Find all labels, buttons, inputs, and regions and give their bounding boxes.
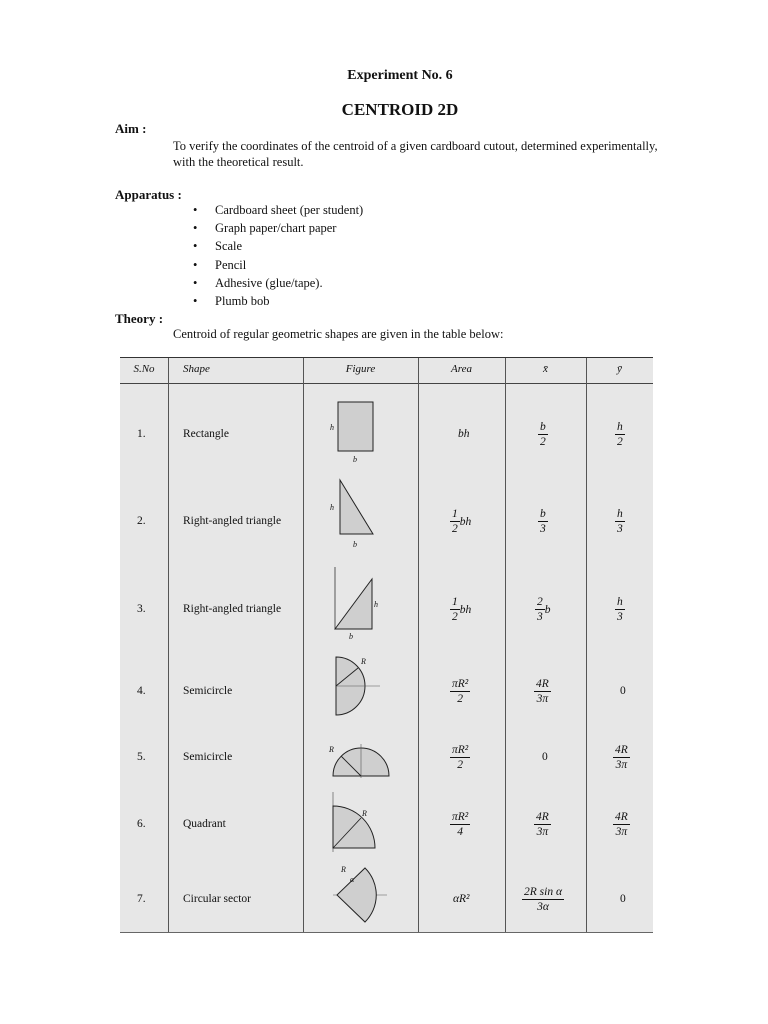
row-7-shape: Circular sector <box>183 893 252 905</box>
svg-text:b: b <box>349 632 353 641</box>
row-2-ybar: $\frac{h}{3}$ <box>617 508 623 535</box>
row-5-sno: 5. <box>137 751 146 763</box>
theory-label: Theory : <box>115 311 164 326</box>
header-area: Area <box>451 363 472 375</box>
list-item: • Graph paper/chart paper <box>193 221 337 236</box>
header-sno: S.No <box>133 363 155 375</box>
row-4-xbar: $\frac{4R}{3\pi}$ <box>536 678 549 705</box>
row-1-area: bh <box>458 428 470 440</box>
row-7-xbar: $\frac{\text{2R sin α}}{3\alpha}$ <box>524 886 562 913</box>
row-6-sno: 6. <box>137 818 146 830</box>
row-7-sno: 7. <box>137 893 146 905</box>
row-2-area: $\frac{1}{2}$ bh <box>452 508 472 535</box>
row-5-ybar: $\frac{4R}{3\pi}$ <box>615 744 628 771</box>
row-7-area: αR² <box>453 893 470 905</box>
row-2-shape: Right-angled triangle <box>183 515 282 527</box>
svg-text:R: R <box>341 865 346 874</box>
circular-sector-figure <box>325 860 391 930</box>
row-6-ybar: $\frac{4R}{3\pi}$ <box>615 811 628 838</box>
theory-text: Centroid of regular geometric shapes are given in the table below: <box>173 327 504 341</box>
row-4-ybar: 0 <box>620 685 626 697</box>
svg-text:h: h <box>330 423 334 432</box>
aim-text-line2: with the theoretical result. <box>173 155 304 169</box>
svg-text:R: R <box>362 809 367 818</box>
row-3-sno: 3. <box>137 603 146 615</box>
row-3-ybar: $\frac{h}{3}$ <box>617 596 623 623</box>
row-4-area: $\frac{\text{πR²}}{2}$ <box>452 678 469 705</box>
list-item: • Cardboard sheet (per student) <box>193 203 364 217</box>
svg-text:h: h <box>374 600 378 609</box>
svg-text:R: R <box>329 745 334 754</box>
column-divider <box>303 358 304 932</box>
rectangle-figure <box>325 398 385 468</box>
list-item: • Scale <box>193 239 243 254</box>
header-figure: Figure <box>345 363 376 375</box>
row-1-sno: 1. <box>137 428 146 440</box>
experiment-number: Experiment No. 6 <box>347 68 453 83</box>
list-item: • Adhesive (glue/tape). <box>193 275 323 290</box>
centroid-table <box>120 357 653 933</box>
aim-text-line1: To verify the coordinates of the centroid of a given cardboard cutout, determined experimentally, <box>173 139 658 153</box>
row-6-area: $\frac{\text{πR²}}{4}$ <box>452 811 469 838</box>
column-divider <box>168 358 169 932</box>
svg-text:b: b <box>353 540 357 549</box>
row-4-shape: Semicircle <box>183 685 233 697</box>
row-1-xbar: $\frac{b}{2}$ <box>540 421 546 448</box>
row-5-shape: Semicircle <box>183 751 233 763</box>
apparatus-label: Apparatus : <box>115 187 182 202</box>
semicircle-horizontal-figure <box>325 738 391 783</box>
row-3-area: $\frac{1}{2}$ bh <box>452 596 472 623</box>
row-7-ybar: 0 <box>620 893 626 905</box>
row-6-xbar: $\frac{4R}{3\pi}$ <box>536 811 549 838</box>
header-shape: Shape <box>183 363 210 375</box>
column-divider <box>505 358 506 932</box>
column-divider <box>418 358 419 932</box>
header-xbar: x̄ <box>543 363 548 375</box>
svg-text:b: b <box>353 455 357 464</box>
row-1-shape: Rectangle <box>183 428 229 440</box>
header-ybar: ȳ <box>617 363 622 375</box>
right-triangle-figure <box>325 474 385 554</box>
apparatus-list <box>193 201 363 310</box>
quadrant-figure <box>325 788 385 858</box>
page-title: CENTROID 2D <box>341 100 459 119</box>
row-5-xbar: 0 <box>542 751 548 763</box>
svg-text:h: h <box>330 503 334 512</box>
row-5-area: $\frac{\text{πR²}}{2}$ <box>452 744 469 771</box>
row-2-xbar: $\frac{b}{3}$ <box>540 508 546 535</box>
row-4-sno: 4. <box>137 685 146 697</box>
svg-text:R: R <box>361 657 366 666</box>
aim-label: Aim : <box>115 121 147 136</box>
row-3-shape: Right-angled triangle <box>183 603 282 615</box>
list-item: • Pencil <box>193 257 247 272</box>
row-6-shape: Quadrant <box>183 818 226 830</box>
semicircle-vertical-figure <box>325 651 385 721</box>
row-1-ybar: $\frac{h}{2}$ <box>617 421 623 448</box>
list-item: • Plumb bob <box>193 293 270 308</box>
column-divider <box>586 358 587 932</box>
svg-text:α: α <box>350 875 355 884</box>
row-3-xbar: $\frac{2}{3}$ b <box>537 596 551 623</box>
row-2-sno: 2. <box>137 515 146 527</box>
right-triangle-mirrored-figure <box>325 563 395 645</box>
